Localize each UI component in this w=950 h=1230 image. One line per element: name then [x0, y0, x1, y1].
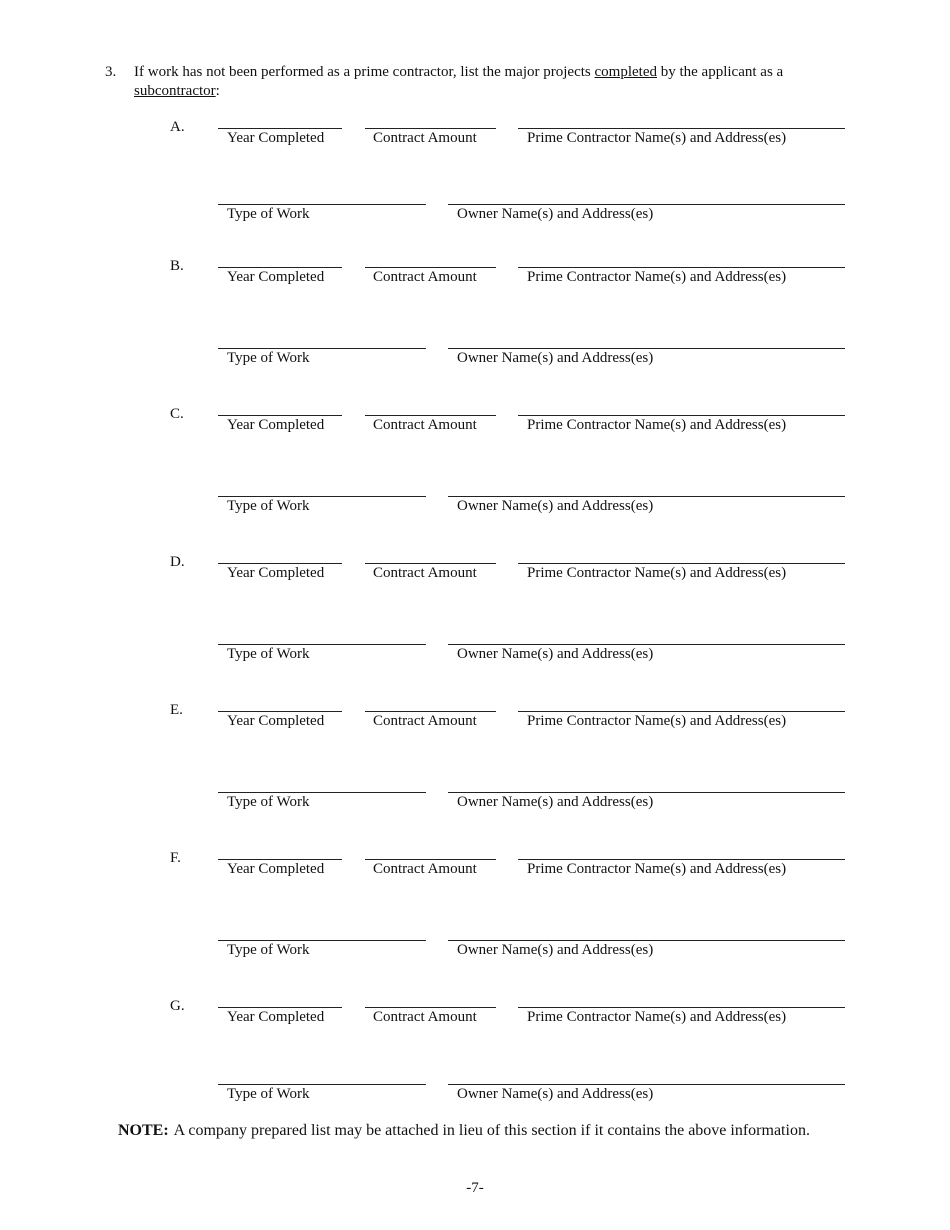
prime-contractor-line[interactable]	[518, 267, 845, 268]
project-entry	[0, 258, 950, 368]
owner-line[interactable]	[448, 792, 845, 793]
project-entry	[0, 850, 950, 960]
type-of-work-line[interactable]	[218, 940, 426, 941]
prime-contractor-line[interactable]	[518, 859, 845, 860]
prime-contractor-line[interactable]	[518, 563, 845, 564]
owner-label: Owner Name(s) and Address(es)	[457, 206, 654, 222]
question-number: 3.	[105, 64, 117, 80]
prime-contractor-line[interactable]	[518, 128, 845, 129]
owner-line[interactable]	[448, 348, 845, 349]
type-of-work-label: Type of Work	[227, 498, 310, 514]
prime-contractor-line[interactable]	[518, 415, 845, 416]
prime-contractor-line[interactable]	[518, 711, 845, 712]
type-of-work-label: Type of Work	[227, 350, 310, 366]
prime-contractor-label: Prime Contractor Name(s) and Address(es)	[527, 565, 787, 581]
year-completed-label: Year Completed	[227, 713, 325, 729]
type-of-work-label: Type of Work	[227, 794, 310, 810]
type-of-work-line[interactable]	[218, 348, 426, 349]
owner-line[interactable]	[448, 496, 845, 497]
year-completed-line[interactable]	[218, 1007, 342, 1008]
prime-contractor-line[interactable]	[518, 1007, 845, 1008]
prime-contractor-label: Prime Contractor Name(s) and Address(es)	[527, 861, 787, 877]
entry-letter: D.	[170, 554, 185, 570]
type-of-work-line[interactable]	[218, 644, 426, 645]
year-completed-label: Year Completed	[227, 1009, 325, 1025]
type-of-work-label: Type of Work	[227, 646, 310, 662]
prime-contractor-label: Prime Contractor Name(s) and Address(es)	[527, 269, 787, 285]
page-number: -7-	[466, 1180, 484, 1196]
owner-line[interactable]	[448, 204, 845, 205]
contract-amount-label: Contract Amount	[373, 269, 477, 285]
contract-amount-label: Contract Amount	[373, 130, 477, 146]
year-completed-line[interactable]	[218, 415, 342, 416]
owner-label: Owner Name(s) and Address(es)	[457, 1086, 654, 1102]
year-completed-line[interactable]	[218, 563, 342, 564]
year-completed-label: Year Completed	[227, 417, 325, 433]
contract-amount-label: Contract Amount	[373, 861, 477, 877]
prime-contractor-label: Prime Contractor Name(s) and Address(es)	[527, 417, 787, 433]
entry-letter: B.	[170, 258, 184, 274]
type-of-work-label: Type of Work	[227, 942, 310, 958]
contract-amount-line[interactable]	[365, 128, 496, 129]
entry-letter: A.	[170, 119, 185, 135]
entry-letter: G.	[170, 998, 185, 1014]
prime-contractor-label: Prime Contractor Name(s) and Address(es)	[527, 130, 787, 146]
year-completed-label: Year Completed	[227, 130, 325, 146]
contract-amount-label: Contract Amount	[373, 417, 477, 433]
project-entry	[0, 998, 950, 1108]
year-completed-label: Year Completed	[227, 861, 325, 877]
contract-amount-label: Contract Amount	[373, 713, 477, 729]
year-completed-line[interactable]	[218, 859, 342, 860]
contract-amount-line[interactable]	[365, 859, 496, 860]
note-label: NOTE:	[118, 1122, 169, 1139]
owner-label: Owner Name(s) and Address(es)	[457, 350, 654, 366]
type-of-work-label: Type of Work	[227, 206, 310, 222]
type-of-work-line[interactable]	[218, 496, 426, 497]
contract-amount-label: Contract Amount	[373, 565, 477, 581]
year-completed-label: Year Completed	[227, 565, 325, 581]
prime-contractor-label: Prime Contractor Name(s) and Address(es)	[527, 713, 787, 729]
note	[118, 1122, 810, 1140]
owner-line[interactable]	[448, 644, 845, 645]
underlined-completed: completed	[594, 64, 657, 80]
year-completed-line[interactable]	[218, 128, 342, 129]
contract-amount-line[interactable]	[365, 1007, 496, 1008]
entry-letter: C.	[170, 406, 184, 422]
type-of-work-label: Type of Work	[227, 1086, 310, 1102]
contract-amount-label: Contract Amount	[373, 1009, 477, 1025]
contract-amount-line[interactable]	[365, 563, 496, 564]
year-completed-line[interactable]	[218, 267, 342, 268]
project-entry	[0, 406, 950, 516]
owner-label: Owner Name(s) and Address(es)	[457, 646, 654, 662]
question-text: If work has not been performed as a prime contractor, list the major projects completed by the applicant as a subcontractor:	[134, 64, 784, 99]
owner-line[interactable]	[448, 940, 845, 941]
project-entry	[0, 119, 950, 229]
contract-amount-line[interactable]	[365, 267, 496, 268]
entry-letter: F.	[170, 850, 181, 866]
prime-contractor-label: Prime Contractor Name(s) and Address(es)	[527, 1009, 787, 1025]
type-of-work-line[interactable]	[218, 204, 426, 205]
type-of-work-line[interactable]	[218, 792, 426, 793]
project-entry	[0, 554, 950, 664]
owner-label: Owner Name(s) and Address(es)	[457, 942, 654, 958]
owner-label: Owner Name(s) and Address(es)	[457, 794, 654, 810]
contract-amount-line[interactable]	[365, 711, 496, 712]
year-completed-line[interactable]	[218, 711, 342, 712]
project-entry	[0, 702, 950, 812]
contract-amount-line[interactable]	[365, 415, 496, 416]
underlined-subcontractor: subcontractor	[134, 83, 216, 99]
type-of-work-line[interactable]	[218, 1084, 426, 1085]
year-completed-label: Year Completed	[227, 269, 325, 285]
owner-label: Owner Name(s) and Address(es)	[457, 498, 654, 514]
entry-letter: E.	[170, 702, 183, 718]
note-text: A company prepared list may be attached in lieu of this section if it contains the above information.	[173, 1122, 810, 1139]
owner-line[interactable]	[448, 1084, 845, 1085]
